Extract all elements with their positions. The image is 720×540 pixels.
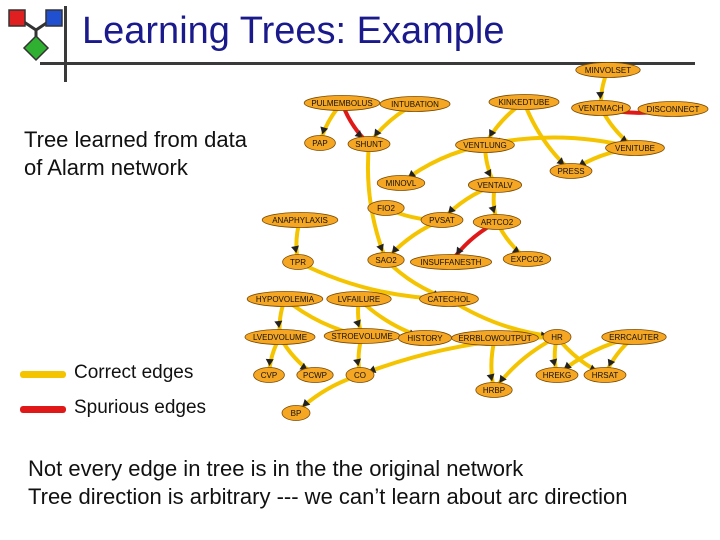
node-label: PAP xyxy=(312,139,328,148)
node-label: HR xyxy=(551,333,563,342)
node-hrekg xyxy=(536,368,578,383)
node-label: HISTORY xyxy=(407,334,443,343)
node-label: HREKG xyxy=(542,371,572,380)
node-label: HYPOVOLEMIA xyxy=(255,295,315,304)
legend-spurious-swatch xyxy=(20,406,66,413)
node-label: ANAPHYLAXIS xyxy=(272,216,328,225)
node-label: CATECHOL xyxy=(427,295,471,304)
node-insuffanesth xyxy=(410,255,491,270)
node-label: ERRBLOWOUTPUT xyxy=(458,334,532,343)
node-label: VENTALV xyxy=(477,181,513,190)
node-expco2 xyxy=(503,252,551,267)
node-label: VENITUBE xyxy=(614,144,656,153)
node-pulmembolus xyxy=(304,96,380,111)
node-label: SHUNT xyxy=(355,140,383,149)
node-fio2 xyxy=(368,201,404,216)
node-label: KINKEDTUBE xyxy=(498,98,550,107)
node-label: INTUBATION xyxy=(391,100,439,109)
node-venitube xyxy=(606,141,665,156)
node-minvolset xyxy=(576,63,640,78)
node-label: DISCONNECT xyxy=(646,105,700,114)
node-ventalv xyxy=(468,178,521,193)
legend-spurious-label: Spurious edges xyxy=(74,397,207,418)
node-bp xyxy=(282,406,310,421)
node-ventmach xyxy=(572,101,631,116)
subtitle-line: Tree learned from data xyxy=(24,127,247,152)
node-pvsat xyxy=(421,213,463,228)
node-lvedvolume xyxy=(245,330,315,345)
slide-title: Learning Trees: Example xyxy=(82,10,505,52)
node-label: PRESS xyxy=(557,167,585,176)
node-hrsat xyxy=(584,368,626,383)
subtitle-line: of Alarm network xyxy=(24,155,188,180)
node-label: EXPCO2 xyxy=(510,255,544,264)
note-line: Not every edge in tree is in the the original network xyxy=(28,456,524,481)
node-tpr xyxy=(283,255,314,270)
node-lvfailure xyxy=(327,292,391,307)
node-sao2 xyxy=(368,253,404,268)
node-press xyxy=(550,164,592,179)
node-pap xyxy=(305,136,336,151)
node-label: PULMEMBOLUS xyxy=(311,99,373,108)
node-label: MINOVL xyxy=(385,179,417,188)
node-label: VENTLUNG xyxy=(463,141,507,150)
node-errblowoutput xyxy=(452,331,539,346)
node-label: HRSAT xyxy=(591,371,619,380)
node-hrbp xyxy=(476,383,512,398)
node-minovl xyxy=(377,176,425,191)
legend-correct-label: Correct edges xyxy=(74,362,194,383)
node-co xyxy=(346,368,374,383)
legend-correct-swatch xyxy=(20,371,66,378)
node-label: INSUFFANESTH xyxy=(420,258,482,267)
node-label: STROEVOLUME xyxy=(331,332,393,341)
node-hypovolemia xyxy=(247,292,323,307)
node-label: HRBP xyxy=(482,386,506,395)
node-anaphylaxis xyxy=(262,213,338,228)
legend-correct-edges xyxy=(20,362,260,386)
node-label: CVP xyxy=(260,371,278,380)
node-label: CO xyxy=(354,371,366,380)
edges-layer xyxy=(266,70,673,413)
node-ventlung xyxy=(456,138,515,153)
node-catechol xyxy=(420,292,479,307)
node-label: ARTCO2 xyxy=(480,218,514,227)
node-label: LVEDVOLUME xyxy=(252,333,308,342)
node-artco2 xyxy=(473,215,521,230)
node-shunt xyxy=(348,137,390,152)
legend-spurious-edges xyxy=(20,397,260,421)
note-line: Tree direction is arbitrary --- we can’t learn about arc direction xyxy=(28,484,628,509)
node-label: VENTMACH xyxy=(578,104,624,113)
node-kinkedtube xyxy=(489,95,559,110)
node-label: SAO2 xyxy=(375,256,397,265)
node-label: FIO2 xyxy=(377,204,395,213)
slide-notes xyxy=(28,455,628,511)
node-errcauter xyxy=(602,330,666,345)
node-hr xyxy=(543,330,571,345)
node-stroevolume xyxy=(324,329,400,344)
node-label: PVSAT xyxy=(429,216,455,225)
node-label: MINVOLSET xyxy=(584,66,632,75)
node-intubation xyxy=(380,97,450,112)
node-pcwp xyxy=(297,368,333,383)
node-disconnect xyxy=(638,102,708,117)
node-label: LVFAILURE xyxy=(337,295,381,304)
nodes-layer xyxy=(245,63,708,421)
node-label: BP xyxy=(290,409,302,418)
node-label: TPR xyxy=(290,258,306,267)
node-label: ERRCAUTER xyxy=(609,333,659,342)
node-history xyxy=(398,331,451,346)
node-label: PCWP xyxy=(303,371,327,380)
